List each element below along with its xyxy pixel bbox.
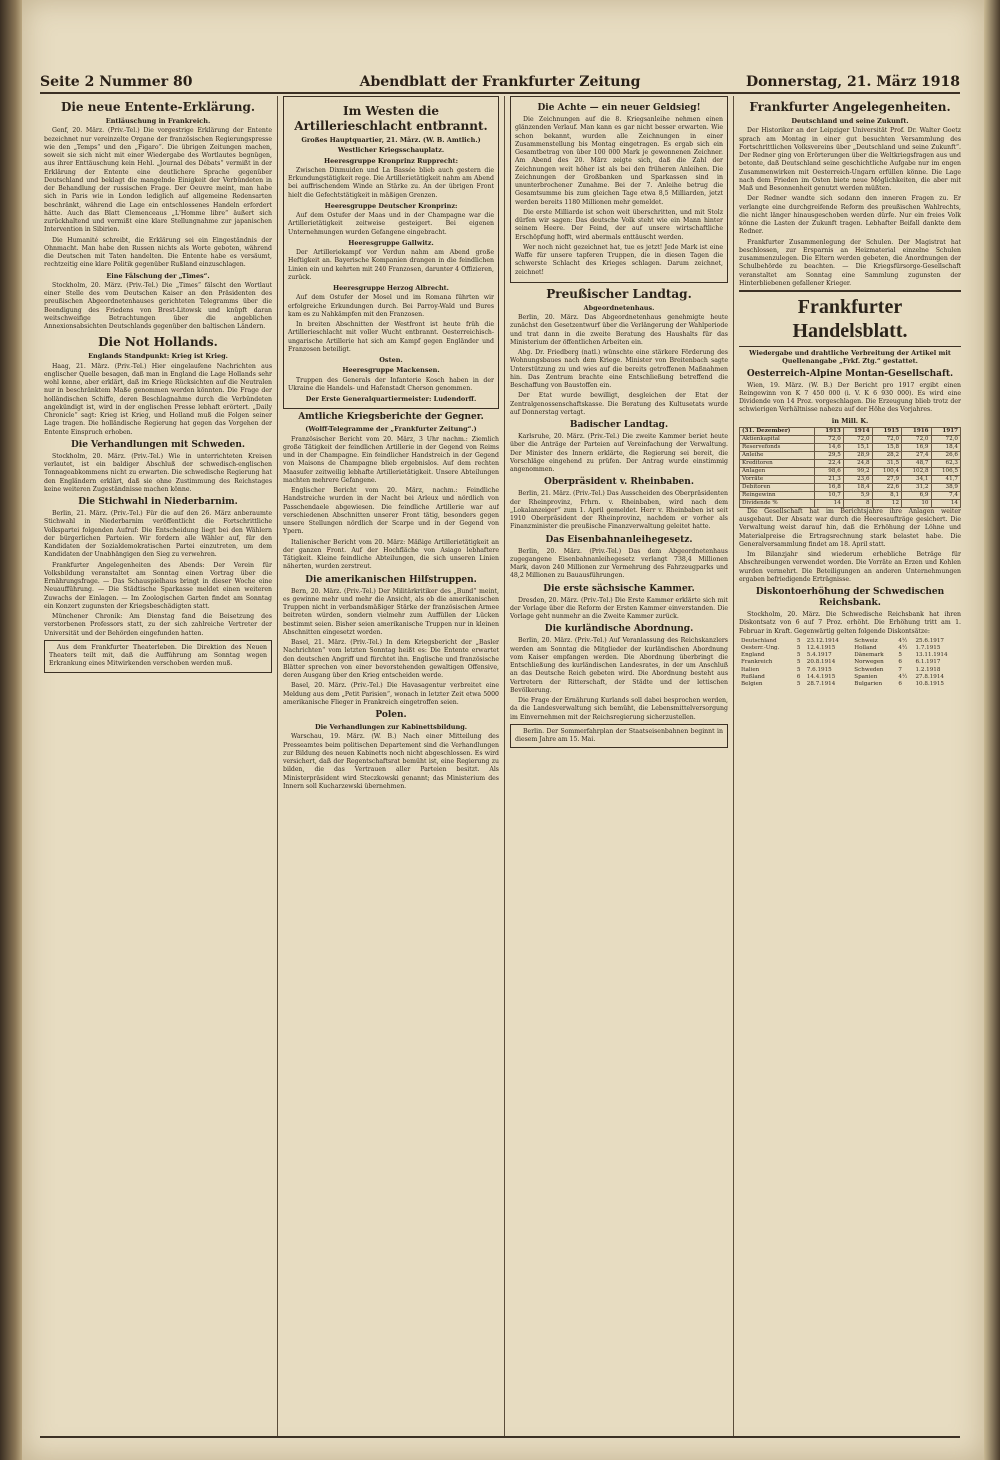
rate-row: [739, 645, 961, 652]
article-heading: Diskontoerhöhung der Schwedischen Reichsbank.: [755, 587, 945, 608]
section-heading: Frankfurter Angelegenheiten.: [749, 100, 951, 114]
rate-cell: 5.4.1917: [806, 652, 832, 659]
rate-cell: 5: [898, 652, 902, 659]
article-subheading: Heeresgruppe Herzog Albrecht.: [333, 284, 449, 292]
table-cell: 18,4: [931, 443, 961, 451]
article-heading: Polen.: [375, 710, 407, 720]
rate-cell: 4½: [898, 637, 908, 644]
header-rule: [40, 92, 960, 94]
column-1: [44, 96, 272, 1436]
table-cell: Anlagen: [740, 467, 815, 475]
table-header-cell: 1917: [931, 427, 961, 435]
table-cell: 27,4: [902, 451, 931, 459]
article-heading: Die Not Hollands.: [98, 335, 218, 350]
table-cell: 41,7: [931, 475, 961, 483]
rates-body: [739, 638, 961, 688]
table-header-cell: (31. Dezember): [740, 427, 815, 435]
rate-cell: 6: [796, 673, 801, 680]
table-cell: 106,5: [931, 467, 961, 475]
article-text: Berlin, 20. März. (Priv.-Tel.) Das dem Abgeordnetenhaus zugegangene Eisenbahnanleihegesetz verlangt 738,4 Millionen Mark, davon 240 Millionen zur Vermehrung des Fahrzeugparks und 48,2 Millionen zu Bauausführungen.: [510, 547, 728, 580]
article-subheading: Englands Standpunkt: Krieg ist Krieg.: [88, 352, 228, 361]
article-text: Im Bilanzjahr sind wiederum erhebliche Beträge für Abschreibungen verwendet worden. Die Vorräte an Erzen und Kohlen wurden vermehrt. Die Beteiligungen an anderen Unternehmungen ergaben befriedigende Erträgnisse.: [739, 551, 961, 583]
article-heading: Die neue Entente-Erklärung.: [60, 100, 256, 114]
article-text: Die erste Milliarde ist schon weit überschritten, und mit Stolz dürfen wir sagen: Das deutsche Volk steht wie ein Mann hinter seinem Heere. Der Feind, der auf unsere wirtschaftliche Erschöpfung hofft, wird abermals enttäuscht werden.: [515, 208, 723, 241]
table-cell: Dividende %: [740, 499, 815, 507]
rate-cell: 6.1.1917: [915, 659, 941, 666]
article-text: Englischer Bericht vom 20. März, nachm.: Feindliche Handstreiche wurden in der Nacht bei Arleux und nördlich von Passchendaele abgewiesen. Die feindliche Artillerie war auf verschiedenen Abschnitten unserer Front tätig, besonders gegen unsere Stellungen nördlich der Scarpe und in der Gegend von Ypern.: [283, 487, 499, 536]
rate-cell: 7: [898, 666, 902, 673]
article-heading: Die amerikanischen Hilfstruppen.: [305, 574, 477, 585]
article-text: Karlsruhe, 20. März. (Priv.-Tel.) Die zweite Kammer beriet heute über die Anträge der Parteien auf Vereinfachung der Verwaltung. Der Minister des Innern erklärte, die Regierung sei bereit, die Vorschläge eingehend zu prüfen. Der Antrag wurde einstimmig angenommen.: [510, 433, 728, 473]
article-text: Haag, 21. März. (Priv.-Tel.) Hier eingelaufene Nachrichten aus englischer Quelle besagen, daß man in England die Lage Hollands sehr wohl kenne, aber erklärt, daß im Kriege Rücksichten auf die Neutralen nur in beschränktem Maße genommen werden könnten. Die Frage der holländischen Schiffe, deren Beschlagnahme durch die Verbündeten angekündigt ist, wird in der englischen Presse lebhaft erörtert. „Daily Chronicle“ sagt: Krieg ist Krieg, und Holland muß die Folgen seiner Lage tragen. Die holländische Regierung hat gegen das Vorgehen der Entente Einspruch erhoben.: [44, 362, 272, 436]
article-text: Die Zeichnungen auf die 8. Kriegsanleihe nehmen einen glänzenden Verlauf. Man kann es gar nicht besser erwarten. Wie schon bekannt, wurden alle Zeichnungen in einer Zusammenstellung bis Montag eingetragen. Es ergab sich ein Gesamtbetrag von über 100 000 Mark je gewonnenen Zeichner. Am Abend des 20. März zeigte sich, daß die Zahl der Zeichnungen weit höher ist als bei den früheren Anleihen. Die Zeichnungen der Großbanken und Sparkassen sind in ununterbrochener Zunahme. Bei der 7. Anleihe betrug die Gesamtsumme bis zum gleichen Tage etwa 8,5 Milliarden, jetzt werden bereits 1180 Millionen mehr gemeldet.: [515, 116, 723, 206]
rate-cell: 5: [796, 644, 801, 651]
article-subheading: (Wolff-Telegramme der „Frankfurter Zeitung“.): [305, 425, 477, 434]
rate-cell: England: [741, 652, 765, 659]
article-subheading: Eine Fälschung der „Times“.: [106, 271, 210, 280]
rate-cell: 6: [898, 680, 902, 687]
war-report-box: [283, 96, 499, 409]
table-row: [740, 475, 961, 483]
table-cell: Anleihe: [740, 451, 815, 459]
table-cell: 62,3: [931, 459, 961, 467]
masthead: Abendblatt der Frankfurter Zeitung: [359, 74, 641, 90]
rate-cell: Bulgarien: [854, 680, 883, 687]
article-text: Stockholm, 20. März. (Priv.-Tel.) Die „Times“ fälscht den Wortlaut einer Stelle des vom Deutschen Kaiser an den Präsidenten des preußischen Abgeordnetenhauses gerichteten Telegramms über die Beendigung des Friedens von Brest-Litowsk und knüpft daran weitschweifige Betrachtungen über die angeblichen Annexionsabsichten Deutschlands gegenüber den baltischen Ländern.: [44, 281, 272, 330]
article-text: Dresden, 20. März. (Priv.-Tel.) Die Erste Kammer erklärte sich mit der Vorlage über die Reform der Ersten Kammer einverstanden. Die Vorlage geht nunmehr an die Zweite Kammer zurück.: [510, 596, 728, 620]
rate-cell: 5: [796, 659, 801, 666]
table-cell: 31,5: [872, 459, 901, 467]
table-cell: 28,9: [843, 451, 872, 459]
table-cell: Reservefonds: [740, 443, 815, 451]
balance-table: [739, 427, 961, 508]
article-subheading: Heeresgruppe Deutscher Kronprinz:: [324, 201, 458, 210]
table-row: [740, 499, 961, 507]
rate-cell: 5: [796, 680, 801, 687]
article-subheading: Entläuschung in Frankreich.: [105, 117, 211, 125]
table-cell: 72,0: [872, 435, 901, 443]
table-header-cell: 1914: [843, 427, 872, 435]
column-3: [510, 96, 728, 1436]
table-header-row: [740, 427, 961, 435]
article-heading: Oberpräsident v. Rheinbaben.: [544, 477, 694, 488]
table-cell: 8: [843, 499, 872, 507]
table-header-cell: 1916: [902, 427, 931, 435]
table-cell: 48,7: [902, 459, 931, 467]
article-heading: Die Achte — ein neuer Geldsieg!: [537, 103, 701, 113]
rate-cell: 5: [796, 637, 801, 644]
rate-row: [739, 681, 961, 688]
date-line: Donnerstag, 21. März 1918: [745, 74, 960, 90]
article-text: Münchener Chronik: Am Dienstag fand die Beisetzung des verstorbenen Professors statt, zu der sich zahlreiche Vertreter der Universität und der Behörden eingefunden hatten.: [44, 613, 272, 637]
table-unit: in Mill. K.: [831, 416, 869, 425]
table-cell: 23,6: [843, 475, 872, 483]
rate-cell: Rußland: [741, 673, 765, 680]
table-body: [740, 435, 961, 507]
table-cell: 72,0: [814, 435, 843, 443]
article-text: Berlin, 21. März. (Priv.-Tel.) Das Ausscheiden des Oberpräsidenten der Rheinprovinz, Frhrn. v. Rheinbaben, wird nach dem „Lokalanzeiger“ zum 1. April gemeldet. Herr v. Rheinbaben ist seit 1910 Oberpräsident der Rheinprovinz, nachdem er vorher als Finanzminister die preußische Finanzverwaltung geleitet hatte.: [510, 490, 728, 531]
table-cell: 15,1: [843, 443, 872, 451]
page-number: Seite 2 Nummer 80: [40, 74, 193, 90]
rate-row: [739, 659, 961, 666]
rate-row: [739, 652, 961, 659]
table-cell: 72,0: [931, 435, 961, 443]
article-heading: Die Verhandlungen mit Schweden.: [70, 439, 246, 450]
article-text: Auf dem Ostufer der Maas und in der Champagne war die Artillerietätigkeit zeitweise gesteigert. Bei eigenen Unternehmungen wurden Gefangene eingebracht.: [288, 212, 494, 236]
rate-cell: 1.7.1915: [915, 644, 941, 651]
page-edge: [984, 0, 1000, 1460]
column-separator: [277, 96, 278, 1436]
rate-cell: 27.8.1914: [915, 673, 944, 680]
article-subheading: Großes Hauptquartier, 21. März. (W. B. Amtlich.): [301, 136, 481, 144]
footer-rule: [40, 1436, 960, 1438]
rate-row: [739, 667, 961, 674]
rate-cell: Belgien: [741, 680, 763, 687]
rate-cell: 6: [898, 659, 902, 666]
loan-appeal-box: [510, 96, 728, 283]
rate-cell: Schweden: [854, 666, 884, 673]
table-cell: 14,6: [814, 443, 843, 451]
table-cell: 22,6: [872, 483, 901, 491]
column-2: [283, 96, 499, 1436]
discount-rates-table: [739, 638, 961, 688]
table-cell: 16,8: [814, 483, 843, 491]
table-cell: Kreditoren: [740, 459, 815, 467]
rate-cell: 10.8.1915: [915, 680, 944, 687]
article-text: In breiten Abschnitten der Westfront ist heute früh die Artillerieschlacht mit voller Wucht entbrannt. Oesterreichisch-ungarische Artillerie hat sich am Kampf gegen Engländer und Franzosen beteiligt.: [288, 321, 494, 353]
table-cell: 15,8: [872, 443, 901, 451]
notice-box: Berlin. Der Sommerfahrplan der Staatseisenbahnen beginnt in diesem Jahre am 15. Mai.: [510, 724, 728, 749]
table-cell: 72,0: [902, 435, 931, 443]
table-cell: 5,9: [843, 491, 872, 499]
table-header-cell: 1915: [872, 427, 901, 435]
article-text: Der Redner wandte sich sodann den inneren Fragen zu. Er verlangte eine durchgreifende Reform des preußischen Wahlrechts, die nicht länger hinausgeschoben werden dürfe. Nur ein freies Volk könne die Lasten der Zukunft tragen. Lebhafter Beifall dankte dem Redner.: [739, 195, 961, 236]
article-text: Berlin, 21. März. (Priv.-Tel.) Für die auf den 26. März anberaumte Stichwahl in Niederbarnim veröffentlicht die Fortschrittliche Volkspartei folgenden Aufruf: Die Entscheidung liegt bei den Wählern der bürgerlichen Parteien. Wir fordern alle Wähler auf, für den Kandidaten der Sozialdemokratischen Partei einzutreten, um dem Kandidaten der Unabhängigen den Sieg zu verwehren.: [44, 510, 272, 559]
table-cell: 31,2: [902, 483, 931, 491]
rate-cell: Italien: [741, 666, 760, 673]
table-row: [740, 435, 961, 443]
article-text: Die Gesellschaft hat im Berichtsjahre ihre Anlagen weiter ausgebaut. Der Absatz war durch die Heeresaufträge gesichert. Die Verwaltung weist darauf hin, daß die Erhöhung der Löhne und Materialpreise die Ertragsrechnung stark belastet habe. Die Generalversammlung findet am 18. April statt.: [739, 507, 961, 548]
article-text: Italienischer Bericht vom 20. März: Mäßige Artillerietätigkeit an der ganzen Front. Auf der Hochfläche von Asiago lebhaftere Tätigkeit. Kleine feindliche Abteilungen, die sich unseren Linien näherten, wurden zerstreut.: [283, 538, 499, 571]
rate-cell: 25.6.1917: [915, 637, 944, 644]
article-text: Berlin, 20. März. Das Abgeordnetenhaus genehmigte heute zunächst den Gesetzentwurf über die Verlängerung der Wahlperiode und trat dann in die zweite Beratung des Haushalts für das Ministerium der öffentlichen Arbeiten ein.: [510, 314, 728, 346]
table-cell: 26,6: [931, 451, 961, 459]
table-cell: 10,7: [814, 491, 843, 499]
rate-cell: 13.11.1914: [915, 652, 948, 659]
article-heading: Im Westen die Artillerieschlacht entbrannt.: [294, 104, 488, 133]
table-cell: 27,9: [872, 475, 901, 483]
article-subheading: Heeresgruppe Kronprinz Rupprecht:: [324, 156, 458, 165]
table-cell: 99,2: [843, 467, 872, 475]
rate-cell: Spanien: [854, 673, 878, 680]
table-cell: 72,0: [843, 435, 872, 443]
column-separator: [733, 96, 734, 1436]
table-cell: 6,9: [902, 491, 931, 499]
table-cell: 22,4: [814, 459, 843, 467]
table-cell: 14: [814, 499, 843, 507]
article-subheading: Abgeordnetenhaus.: [583, 303, 655, 312]
rate-row: [739, 674, 961, 681]
signature-line: Der Erste Generalquartiermeister: Ludendorff.: [305, 395, 477, 403]
article-text: Truppen des Generals der Infanterie Kosch haben in der Ukraine die Handels- und Hafenstadt Cherson genommen.: [288, 376, 494, 392]
table-cell: 34,1: [902, 475, 931, 483]
rate-cell: 28.7.1914: [806, 680, 836, 687]
table-cell: 21,3: [814, 475, 843, 483]
column-4: [739, 96, 961, 1436]
table-row: [740, 459, 961, 467]
table-cell: Aktienkapital: [740, 435, 815, 443]
article-text: Frankfurter Angelegenheiten des Abends: Der Verein für Volksbildung veranstaltet am Sonntag einen Vortrag über die Ernährungsfrage. — Das Schauspielhaus bringt in dieser Woche eine Neuaufführung. — Die Städtische Sparkasse meldet einen weiteren Zuwachs der Einlagen. — Im Zoologischen Garten findet am Sonntag ein Konzert zugunsten der Kriegsbeschädigten statt.: [44, 561, 272, 610]
article-heading: Amtliche Kriegsberichte der Gegner.: [298, 412, 484, 423]
rate-cell: 1.2.1918: [915, 666, 941, 673]
table-cell: Vorräte: [740, 475, 815, 483]
article-heading: Preußischer Landtag.: [546, 286, 692, 301]
article-text: Der Historiker an der Leipziger Universität Prof. Dr. Walter Goetz sprach am Montag in einer gut besuchten Versammlung des Fortschrittlichen Volksvereins über „Deutschland und seine Zukunft“. Der Redner ging von Erörterungen über die Weltkriegsfragen aus und betonte, daß Deutschland seine geschichtliche Aufgabe nur im engen Zusammenwirken mit Oesterreich-Ungarn erfüllen könne. Die Lage nach dem Frieden im Osten biete neue Möglichkeiten, die aber mit Maß und Besonnenheit genutzt werden müßten.: [739, 127, 961, 192]
article-subheading: Heeresgruppe Gallwitz.: [348, 238, 434, 247]
table-cell: 28,2: [872, 451, 901, 459]
article-text: Bern, 20. März. (Priv.-Tel.) Der Militärkritiker des „Bund“ meint, es gewinne mehr und mehr die Ansicht, als ob die amerikanischen Truppen nicht in verbandsmäßiger Stärke der französischen Armee beitreten würden, sondern vielmehr zum Auffüllen der Lücken bestimmt seien. Bisher seien amerikanische Truppen nur in kleinen Abschnitten eingesetzt worden.: [283, 587, 499, 636]
article-heading: Badischer Landtag.: [569, 420, 669, 430]
table-cell: 102,8: [902, 467, 931, 475]
rate-cell: Oesterr.-Ung.: [741, 644, 780, 651]
table-cell: 98,6: [814, 467, 843, 475]
article-text: Auf dem Ostufer der Mosel und im Romana führten wir erfolgreiche Erkundungen durch. Bei Parroy-Wald und Bures kam es zu Nahkämpfen mit den Franzosen.: [288, 294, 494, 318]
article-text: Der Etat wurde bewilligt, desgleichen der Etat der Zentralgenossenschaftskasse. Die Beratung des Kultusetats wurde auf Donnerstag vertagt.: [510, 392, 728, 416]
article-text: Die Frage der Ernährung Kurlands soll dabei besprochen werden, da die Landesverwaltung sich bemüht, die Lebensmittelversorgung im Einvernehmen mit der Reichsregierung sicherzustellen.: [510, 697, 728, 721]
article-subheading: Deutschland und seine Zukunft.: [791, 117, 909, 125]
rate-cell: 4½: [898, 673, 908, 680]
rate-cell: 12.4.1915: [806, 644, 836, 651]
rate-cell: 5: [796, 666, 801, 673]
rate-cell: Deutschland: [741, 637, 777, 644]
table-row: [740, 491, 961, 499]
rate-cell: Dänemark: [854, 652, 884, 659]
rate-cell: 5: [796, 652, 801, 659]
rate-cell: 4½: [898, 644, 908, 651]
article-subheading: Die Verhandlungen zur Kabinettsbildung.: [314, 723, 468, 731]
table-cell: Reingewinn: [740, 491, 815, 499]
rate-cell: 14.4.1915: [806, 673, 836, 680]
article-heading: Die kurländische Abordnung.: [544, 624, 694, 635]
article-heading: Das Eisenbahnanleihegesetz.: [545, 534, 693, 545]
table-header-cell: 1913: [814, 427, 843, 435]
table-cell: 16,9: [902, 443, 931, 451]
table-cell: 8,1: [872, 491, 901, 499]
table-cell: 7,4: [931, 491, 961, 499]
column-separator: [504, 96, 505, 1436]
article-heading: Die erste sächsische Kammer.: [543, 583, 695, 594]
rate-cell: Norwegen: [854, 659, 884, 666]
table-cell: 38,9: [931, 483, 961, 491]
table-cell: 24,8: [843, 459, 872, 467]
article-text: Genf, 20. März. (Priv.-Tel.) Die vorgestrige Erklärung der Entente bezeichnet nur vereinzelte Organe der französischen Regierungspresse wie den „Temps“ und den „Figaro“. Die übrigen Zeitungen machen, soweit sie sich nicht mit einer Wiedergabe des Wortlautes begnügen, aus ihrer Enttäuschung kein Hehl. „Journal des Débats“ vermißt in der Erklärung der Entente eine deutlichere Sprache gegenüber Deutschland und beklagt die mangelnde Einigkeit der Verbündeten in der Behandlung der russischen Frage. Der Oeuvre meint, man habe sich in Paris wie in London lediglich auf allgemeine Redensarten beschränkt, während die Lage ein entschlossenes Handeln erfordert hätte. Auch das Blatt Clemenceaus „L'Homme libre“ äußert sich zurückhaltend und vermißt eine klare Stellungnahme zur japanischen Intervention in Sibirien.: [44, 127, 272, 234]
table-cell: 10: [902, 499, 931, 507]
article-subheading: Westlicher Kriegsschauplatz.: [337, 146, 445, 155]
article-text: Zwischen Dixmuiden und La Bassée blieb auch gestern die Erkundungstätigkeit rege. Die Artillerietätigkeit nahm am Abend bei auffrischendem Winde an Stärke zu. An der übrigen Front hielt die Gefechtstätigkeit in mäßigen Grenzen.: [288, 166, 494, 199]
rate-cell: 7.6.1915: [806, 666, 832, 673]
table-row: [740, 467, 961, 475]
table-row: [740, 451, 961, 459]
handelsblatt-subtitle: Wiedergabe und drahtliche Verbreitung der Artikel mit Quellenangabe „Frkf. Ztg.“ gestattet.: [749, 349, 951, 366]
article-text: Basel, 21. März. (Priv.-Tel.) In dem Kriegsbericht der „Basler Nachrichten“ vom letzten Sonntag heißt es: Die Entente erwartet den deutschen Angriff und fürchtet ihn. Englische und französische Blätter sprechen von einer bevorstehenden gewaltigen Offensive, deren Ausgang über den Krieg entscheiden werde.: [283, 639, 499, 679]
article-text: Die Humanité schreibt, die Erklärung sei ein Eingeständnis der Ohnmacht. Man habe den Russen nichts als Worte geboten, während die Deutschen mit Taten handelten. Die Entente habe es versäumt, rechtzeitig eine klare Politik gegenüber Rußland einzuschlagen.: [44, 236, 272, 269]
article-heading: Oesterreich-Alpine Montan-Gesellschaft.: [746, 368, 954, 379]
article-text: Abg. Dr. Friedberg (natl.) wünschte eine stärkere Förderung des Wohnungsbaues nach dem Kriege. Minister von Breitenbach sagte Unterstützung zu und wies auf die bereits getroffenen Maßnahmen hin. Das Zentrum brachte eine Entschließung betreffend die Beschaffung von Baustoffen ein.: [510, 349, 728, 389]
article-text: Warschau, 19. März. (W. B.) Nach einer Mitteilung des Presseamtes beim politischen Departement sind die Verhandlungen zur Bildung des neuen Kabinetts noch nicht abgeschlossen. Es wird versichert, daß der Regentschaftsrat bemüht ist, eine Regierung zu bilden, die das Vertrauen aller Parteien besitzt. Als Ministerpräsident wird Steczkowski genannt; das Ministerium des Innern soll Kucharzewski übernehmen.: [283, 733, 499, 790]
article-subheading: Heeresgruppe Mackensen.: [342, 366, 440, 375]
article-text: Stockholm, 20. März. (Priv.-Tel.) Wie in unterrichteten Kreisen verlautet, ist ein baldiger Abschluß der schwedisch-englischen Tonnageabkommens nicht zu erwarten. Die schwedische Regierung hat den Engländern erklärt, daß sie ohne Zustimmung des Reichstages keine weiteren Zugeständnisse machen könne.: [44, 452, 272, 493]
article-text: Der Artilleriekampf vor Verdun nahm am Abend große Heftigkeit an. Bayerische Kompanien drangen in die feindlichen Linien ein und kehrten mit 240 Franzosen, darunter 4 Offizieren, zurück.: [288, 249, 494, 281]
article-text: Basel, 20. März. (Priv.-Tel.) Die Havasagentur verbreitet eine Meldung aus dem „Petit Parisien“, wonach in letzter Zeit etwa 5000 amerikanische Flieger in Frankreich eingetroffen seien.: [283, 682, 499, 706]
article-text: Berlin, 20. März. (Priv.-Tel.) Auf Veranlassung des Reichskanzlers werden am Sonntag die Mitglieder der kurländischen Abordnung vom Kaiser empfangen werden. Die Abordnung überbringt die Entschließung des kurländischen Landesrates, in der um Anschluß an das Deutsche Reich gebeten wird. Die Abordnung besteht aus Vertretern der Ritterschaft, der Städte und der lettischen Bevölkerung.: [510, 637, 728, 694]
table-cell: Debitoren: [740, 483, 815, 491]
table-cell: 100,4: [872, 467, 901, 475]
notice-box: Aus dem Frankfurter Theaterleben. Die Direktion des Neuen Theaters teilt mit, daß die Aufführung am Sonntag wegen Erkrankung eines Mitwirkenden verschoben werden muß.: [44, 640, 272, 673]
page-header: [40, 70, 960, 92]
table-cell: 14: [931, 499, 961, 507]
rate-cell: 20.8.1914: [806, 659, 836, 666]
table-cell: 12: [872, 499, 901, 507]
article-text: Stockholm, 20. März. Die Schwedische Reichsbank hat ihren Diskontsatz von 6 auf 7 Proz. erhöht. Die Erhöhung tritt am 1. Februar in Kraft. Gegenwärtig gelten folgende Diskontsätze:: [739, 611, 961, 635]
book-spine: [0, 0, 22, 1460]
rate-row: [739, 638, 961, 645]
handelsblatt-title: Frankfurter Handelsblatt.: [739, 290, 961, 347]
rate-cell: Schweiz: [854, 637, 878, 644]
article-text: Wer noch nicht gezeichnet hat, tue es jetzt! Jede Mark ist eine Waffe für unsere tapferen Truppen, die in diesen Tagen die schwerste Schlacht des Krieges schlagen. Darum zeichnet, zeichnet!: [515, 243, 723, 276]
article-text: Französischer Bericht vom 20. März, 3 Uhr nachm.: Ziemlich große Tätigkeit der feindlichen Artillerie in der Gegend von Reims und in der Champagne. Ein feindlicher Handstreich in der Gegend von Maisons de Champagne blieb ergebnislos. Auf dem rechten Maasufer zeitweilig lebhafte Artillerietätigkeit. Unsere Abteilungen machten mehrere Gefangene.: [283, 435, 499, 484]
table-row: [740, 443, 961, 451]
table-row: [740, 483, 961, 491]
rate-cell: 23.12.1914: [806, 637, 839, 644]
article-text: Frankfurter Zusammenlegung der Schulen. Der Magistrat hat beschlossen, zur Ersparnis an Heizmaterial einzelne Schulen zusammenzulegen. Die Eltern werden gebeten, die Anordnungen der Schulbehörde zu beachten. — Die Kriegsfürsorge-Gesellschaft veranstaltet am Sonntag eine Sammlung zugunsten der Hinterbliebenen gefallener Krieger.: [739, 238, 961, 287]
article-heading: Die Stichwahl in Niederbarnim.: [78, 497, 238, 507]
article-subheading: Osten.: [379, 356, 403, 364]
rate-cell: Frankreich: [741, 659, 773, 666]
article-text: Wien, 19. März. (W. B.) Der Bericht pro 1917 ergibt einen Reingewinn von K 7 450 000 (i. V. K 6 930 000). Es wird eine Dividende von 14 Proz. vorgeschlagen. Die Erzeugung blieb trotz der schwierigen Verhältnisse nahezu auf der Höhe des Vorjahres.: [739, 381, 961, 414]
table-cell: 29,5: [814, 451, 843, 459]
rate-cell: Holland: [854, 644, 877, 651]
table-cell: 18,4: [843, 483, 872, 491]
